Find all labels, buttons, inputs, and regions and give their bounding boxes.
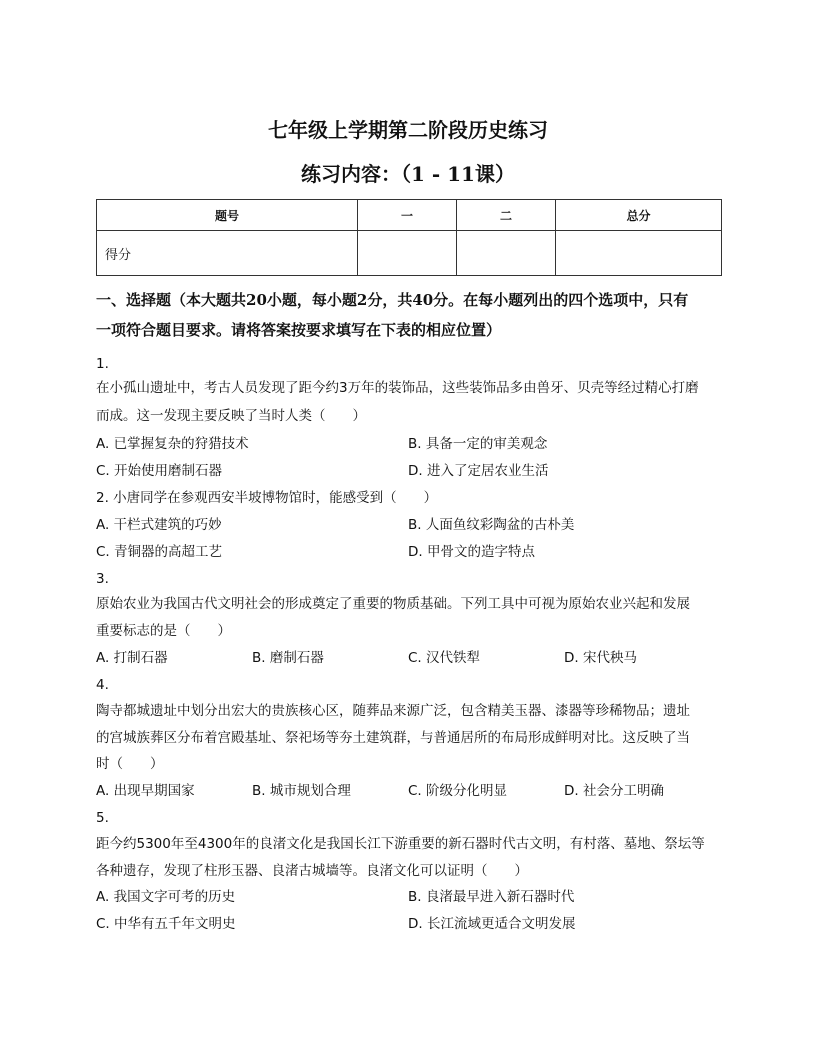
question-3-stem-line-2: 重要标志的是（ ） — [96, 623, 231, 639]
question-1-number: 1. — [96, 356, 109, 372]
question-5-number: 5. — [96, 810, 109, 826]
question-3-stem-line-1: 原始农业为我国古代文明社会的形成奠定了重要的物质基础。下列工具中可视为原始农业兴起和发展 — [96, 596, 690, 612]
question-4-option-b[interactable]: B. 城市规划合理 — [252, 783, 351, 799]
question-5-stem-line-2: 各种遗存，发现了柱形玉器、良渚古城墙等。良渚文化可以证明（ ） — [96, 863, 528, 879]
question-4-stem-line-1: 陶寺都城遗址中划分出宏大的贵族核心区，随葬品来源广泛，包含精美玉器、漆器等珍稀物品；遗址 — [96, 703, 690, 719]
question-5-stem-line-1: 距今约5300年至4300年的良渚文化是我国长江下游重要的新石器时代古文明，有村落、墓地、祭坛等 — [96, 836, 705, 852]
question-3-option-d[interactable]: D. 宋代秧马 — [564, 650, 637, 666]
question-4-option-c[interactable]: C. 阶级分化明显 — [408, 783, 508, 799]
score-cell-part-two[interactable] — [457, 231, 556, 276]
question-1-stem-line-1: 在小孤山遗址中，考古人员发现了距今约3万年的装饰品，这些装饰品多由兽牙、贝壳等经过精心打磨 — [96, 380, 699, 396]
page-title: 七年级上学期第二阶段历史练习 — [268, 118, 548, 142]
question-1-stem-line-2: 而成。这一发现主要反映了当时人类（ ） — [96, 408, 366, 424]
section-heading-line-2: 一项符合题目要求。请将答案按要求填写在下表的相应位置） — [96, 321, 502, 339]
question-1-option-c[interactable]: C. 开始使用磨制石器 — [96, 463, 223, 479]
score-cell-part-one[interactable] — [358, 231, 457, 276]
question-3-option-b[interactable]: B. 磨制石器 — [252, 650, 324, 666]
question-3-number: 3. — [96, 571, 109, 587]
score-cell-total[interactable] — [556, 231, 722, 276]
question-4-stem-line-3: 时（ ） — [96, 756, 164, 772]
question-2-stem: 2. 小唐同学在参观西安半坡博物馆时，能感受到（ ） — [96, 490, 438, 506]
question-1-option-a[interactable]: A. 已掌握复杂的狩猎技术 — [96, 436, 249, 452]
question-2-option-d[interactable]: D. 甲骨文的造字特点 — [408, 544, 535, 560]
header-part-two: 二 — [457, 200, 556, 231]
score-table — [96, 199, 722, 276]
question-2-option-b[interactable]: B. 人面鱼纹彩陶盆的古朴美 — [408, 517, 575, 533]
section-heading-line-1: 一、选择题（本大题共20小题，每小题2分，共40分。在每小题列出的四个选项中，只有 — [96, 291, 689, 309]
header-question-number: 题号 — [97, 200, 358, 231]
header-total: 总分 — [556, 200, 722, 231]
question-3-option-a[interactable]: A. 打制石器 — [96, 650, 168, 666]
question-5-option-d[interactable]: D. 长江流域更适合文明发展 — [408, 916, 576, 932]
question-1-option-d[interactable]: D. 进入了定居农业生活 — [408, 463, 549, 479]
question-4-option-d[interactable]: D. 社会分工明确 — [564, 783, 664, 799]
question-4-stem-line-2: 的宫城族葬区分布着宫殿基址、祭祀场等夯土建筑群，与普通居所的布局形成鲜明对比。这反映了当 — [96, 730, 690, 746]
question-5-option-a[interactable]: A. 我国文字可考的历史 — [96, 889, 236, 905]
score-row-label: 得分 — [97, 231, 358, 276]
header-part-one: 一 — [358, 200, 457, 231]
score-table-header-row — [97, 200, 722, 231]
score-table-score-row — [97, 231, 722, 276]
question-5-option-c[interactable]: C. 中华有五千年文明史 — [96, 916, 236, 932]
question-5-option-b[interactable]: B. 良渚最早进入新石器时代 — [408, 889, 575, 905]
question-3-option-c[interactable]: C. 汉代铁犁 — [408, 650, 481, 666]
question-2-option-c[interactable]: C. 青铜器的高超工艺 — [96, 544, 223, 560]
page-subtitle: 练习内容：（1 - 11课） — [301, 162, 515, 186]
question-4-number: 4. — [96, 677, 109, 693]
question-1-option-b[interactable]: B. 具备一定的审美观念 — [408, 436, 548, 452]
question-2-option-a[interactable]: A. 干栏式建筑的巧妙 — [96, 517, 222, 533]
question-4-option-a[interactable]: A. 出现早期国家 — [96, 783, 195, 799]
